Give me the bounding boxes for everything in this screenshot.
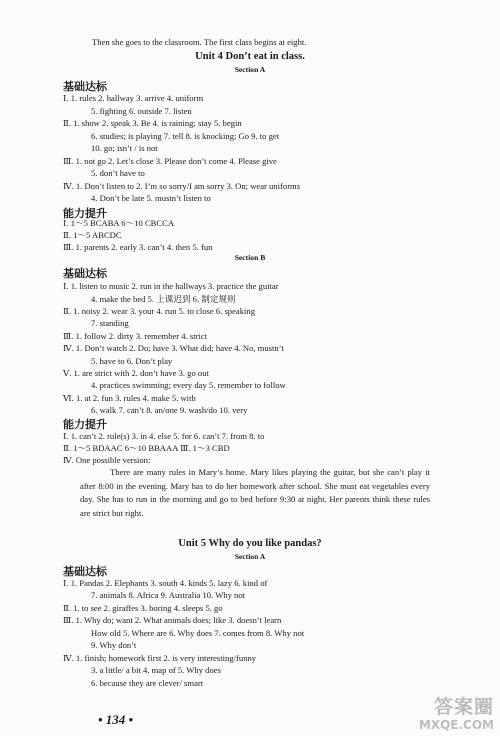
answer-line: 5. don’t have to [91,168,145,178]
answer-line: Ⅱ. 1. to see 2. giraffes 3. boring 4. sleeps 5. go [63,603,223,613]
answer-line: How old 5. Where are 6. Why does 7. comes from 8. Why not [91,628,305,638]
answer-line: 6. studies; is playing 7. tell 8. is knocking; Go 9. to get [91,131,280,141]
answer-line: Ⅴ. 1. are strict with 2. don’t have 3. go out [63,368,209,378]
answer-line: Ⅳ. 1. Don’t listen to 2. I’m so sorry/I am sorry 3. On; wear uniforms [63,181,301,191]
unit4-a-ability-heading: 能力提升 [63,207,107,220]
answer-line: 5. fighting 6. outside 7. listen [91,106,192,116]
answer-line: Ⅳ. 1. Don’t watch 2. Do; have 3. What did; have 4. No, mustn’t [63,343,284,353]
answer-line: Ⅱ. 1. show 2. speak 3. Be 4. is raining; stay 5. begin [63,118,242,128]
answer-line: Ⅲ. 1. not go 2. Let’s close 3. Please don’t come 4. Please give [63,156,277,166]
answer-line: 3. a little/ a bit 4. map of 5. Why does [91,665,221,675]
unit4-b-basic-heading: 基础达标 [63,267,107,280]
answer-line: Ⅰ. 1. Pandas 2. Elephants 3. south 4. kinds 5. lazy 6. kind of [63,578,268,588]
watermark [418,692,496,732]
answer-line: Ⅱ. 1～5 BDAAC 6～10 BBAAA Ⅲ. 1～3 CBD [63,443,230,453]
answer-line: Ⅱ. 1. noisy 2. wear 3. your 4. run 5. to close 6. speaking [63,306,256,316]
answer-line: 10. go; isn’t / is not [91,143,158,153]
answer-line: 4. practices swimming; every day 5. remember to follow [91,380,286,390]
answer-line: Ⅰ. 1. can’t 2. rule(s) 3. in 4. else 5. for 6. can’t 7. from 8. to [63,431,265,441]
answer-line: Ⅲ. 1. Why do; want 2. What animals does; like 3. doesn’t learn [63,615,282,625]
answer-line: 5. have to 6. Don’t play [91,356,173,366]
answer-line: Ⅵ. 1. at 2. fun 3. rules 4. make 5. with [63,393,196,403]
essay-answer [80,466,430,521]
unit5-a-basic-heading: 基础达标 [63,565,107,578]
answer-line: Ⅰ. 1. listen to music 2. run in the hallways 3. practice the guitar [63,281,279,291]
answer-line: Ⅰ. 1～5 BCABA 6～10 CBCCA [63,218,175,228]
unit5-section-a-label: Section A [234,552,266,561]
unit4-section-b-label: Section B [234,253,266,262]
answer-line: Ⅲ. 1. follow 2. dirty 3. remember 4. strict [63,331,208,341]
answer-line: 6. walk 7. can’t 8. an/one 9. wash/do 10. very [91,405,248,415]
unit5-title: Unit 5 Why do you like pandas? [178,538,322,549]
unit4-a-basic-heading: 基础达标 [63,80,107,93]
watermark-logo: 答案圈 [433,696,494,718]
unit4-title: Unit 4 Don’t eat in class. [195,51,305,62]
answer-line: 4. Don’t be late 5. mustn’t listen to [91,193,211,203]
intro-line: Then she goes to the classroom. The first class begins at eight. [92,37,307,47]
unit4-section-a-label: Section A [234,65,266,74]
page-number: • 134 • [98,712,134,727]
answer-line: 4. make the bed 5. 上课迟到 6. 制定规则 [91,294,236,304]
unit4-b-ability-heading: 能力提升 [63,418,107,431]
answer-line: 7. animals 8. Africa 9. Australia 10. Why not [91,590,246,600]
answer-line: 7. standing [91,318,129,328]
answer-line: Ⅲ. 1. parents 2. early 3. can’t 4. then 5. fun [63,242,213,252]
answer-line: Ⅰ. 1. rules 2. hallway 3. arrive 4. uniform [63,93,204,103]
essay-paragraph: There are many rules in Mary’s home. Mary likes playing the guitar, but she can’t play it after 8:00 in the evening. Mary has to do her homework after school. She must eat vegetables every day. She has to run in the morning and go to bed before 9:30 at night. Her parents think these rules are strict but right. [80,467,430,519]
answer-line: 9. Why don’t [91,640,137,650]
answer-line: Ⅳ. 1. finish; homework first 2. is very interesting/funny [63,653,257,663]
answer-line: Ⅱ. 1～5 ABCDC [63,230,122,240]
answer-line: Ⅳ. One possible version: [63,455,151,465]
watermark-url: MXQE.COM [418,718,494,732]
answer-line: 6. because they are clever/ smart [91,678,204,688]
